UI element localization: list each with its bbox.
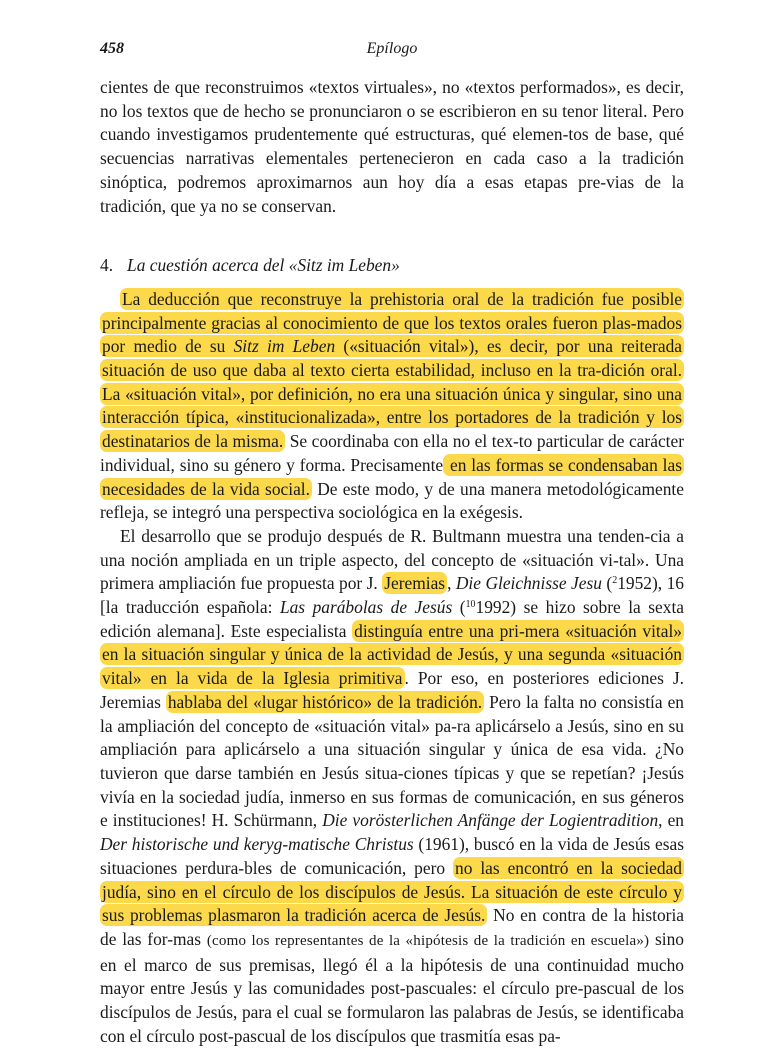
page-number: 458 [100,40,124,57]
highlight: en las formas se condensaban las necesidades de la vida social. [102,454,682,499]
plain-text: ( [601,573,613,594]
plain-text: (como los representantes de la «hipótesis de la tradición en escuela») [206,932,650,949]
book-title: Der historische und keryg-matische Christus [100,834,414,855]
intro-paragraph: cientes de que reconstruimos «textos virtuales», no «textos performados», es decir, no los textos que de hecho se pronunciaron o se escribieron en su tenor literal. Pero cuando investigamos prudentemente qué estructuras, qué elemen-tos de base, qué secuencias narrativas elementales pertenecieron en cada caso a la tradición sinóptica, podremos aproximarnos aun hoy día a esas etapas pre-vias de la tradición, que ya no se conservan. [100,77,684,216]
highlighted-text: La deducción que reconstruye la prehistoria oral de la tradición fue posible principalmente gracias al conocimiento de que los textos orales fueron plas-mados por medio de su [102,288,682,357]
highlight: hablaba del «lugar histórico» de la tradición. [167,691,483,712]
book-title: Die vorösterlichen Anfänge der Logientradition [322,810,659,831]
plain-text: Se coordinaba con ella no el tex-to particular de carácter individual, sino su género y forma. Precisamente [100,431,684,475]
book-title: Die Gleichnisse Jesu [455,573,602,594]
edition-superscript: 10 [465,599,476,611]
highlight: Jeremias [384,573,446,594]
plain-text: El desarrollo que se produjo después de R. Bultmann muestra una tenden-cia a una noción ampliada en un triple aspecto, del concepto de «situación vi-tal». Una primera ampliación fue propuesta por J. [100,525,684,594]
plain-text: (1961), buscó en la vida de Jesús esas situaciones perdura-bles de comunicación, pero [100,834,685,878]
plain-text: Pero la falta no consistía en la ampliación del concepto de «situación vital» pa-ra aplicárselo a Jesús, sino en su ampliación para aplicárselo a una situación singular y única de esa vida. ¿No tuvieron que darse también en Jesús situa-ciones típicas y que se repetían? ¡Jesús vivía en la sociedad judía, inmerso en sus formas de comunicación, en sus géneros e instituciones! H. Schürmann, [100,691,684,831]
section-number: 4. [100,255,114,276]
plain-text: . Por eso, en posteriores ediciones J. Jeremias [100,668,684,712]
highlight: distinguía entre una pri-mera «situación vital» en la situación singular y única de la actividad de Jesús, y una segunda «situación vital» en la vida de la Iglesia primitiva [102,620,682,689]
plain-text: , [447,573,456,594]
page-header [100,40,684,60]
plain-text: De este modo, y de una manera metodológicamente refleja, se integró una perspectiva sociológica en la exégesis. [100,478,684,523]
plain-text: ( [452,597,466,618]
plain-text: 1992) se hizo sobre la sexta edición alemana]. Este especialista [100,597,684,641]
plain-text: , en [658,810,684,831]
highlighted-italic-text: Sitz im Leben [233,336,336,357]
highlight: no las encontró en la sociedad judía, sino en el círculo de los discípulos de Jesús. La situación de este círculo y sus problemas plasmaron la tradición acerca de Jesús. [102,857,682,926]
section-heading [100,254,684,278]
plain-text: 1952), 16 [la traducción española: [100,573,684,618]
paragraph-sitz-im-leben [100,288,684,525]
book-title: Las parábolas de Jesús [279,597,453,618]
body-text [100,76,684,1048]
paragraph-bultmann [100,525,684,1048]
edition-superscript: 2 [612,575,618,587]
running-title: Epílogo [366,40,418,57]
highlight [100,288,684,452]
plain-text: No en contra de la historia de las for-mas [100,905,684,949]
plain-text: sino en el marco de sus premisas, llegó él a la hipótesis de una continuidad mucho mayor entre Jesús y las comunidades post-pascuales: el círculo pre-pascual de los discípulos de Jesús, para el cual se formularon las palabras de Jesús, se identificaba con el círculo post-pascual de los discípulos que trasmitía esas pa- [100,928,684,1046]
highlighted-text: («situación vital»), es decir, por una reiterada situación de uso que daba al texto cierta estabilidad, incluso en la tra-dición oral. La «situación vital», por definición, no era una situación única y singular, sino una interacción típica, «institucionalizada», entre los portadores de la tradición y los destinatarios de la misma. [102,336,683,452]
section-title: La cuestión acerca del «Sitz im Leben» [127,255,400,276]
